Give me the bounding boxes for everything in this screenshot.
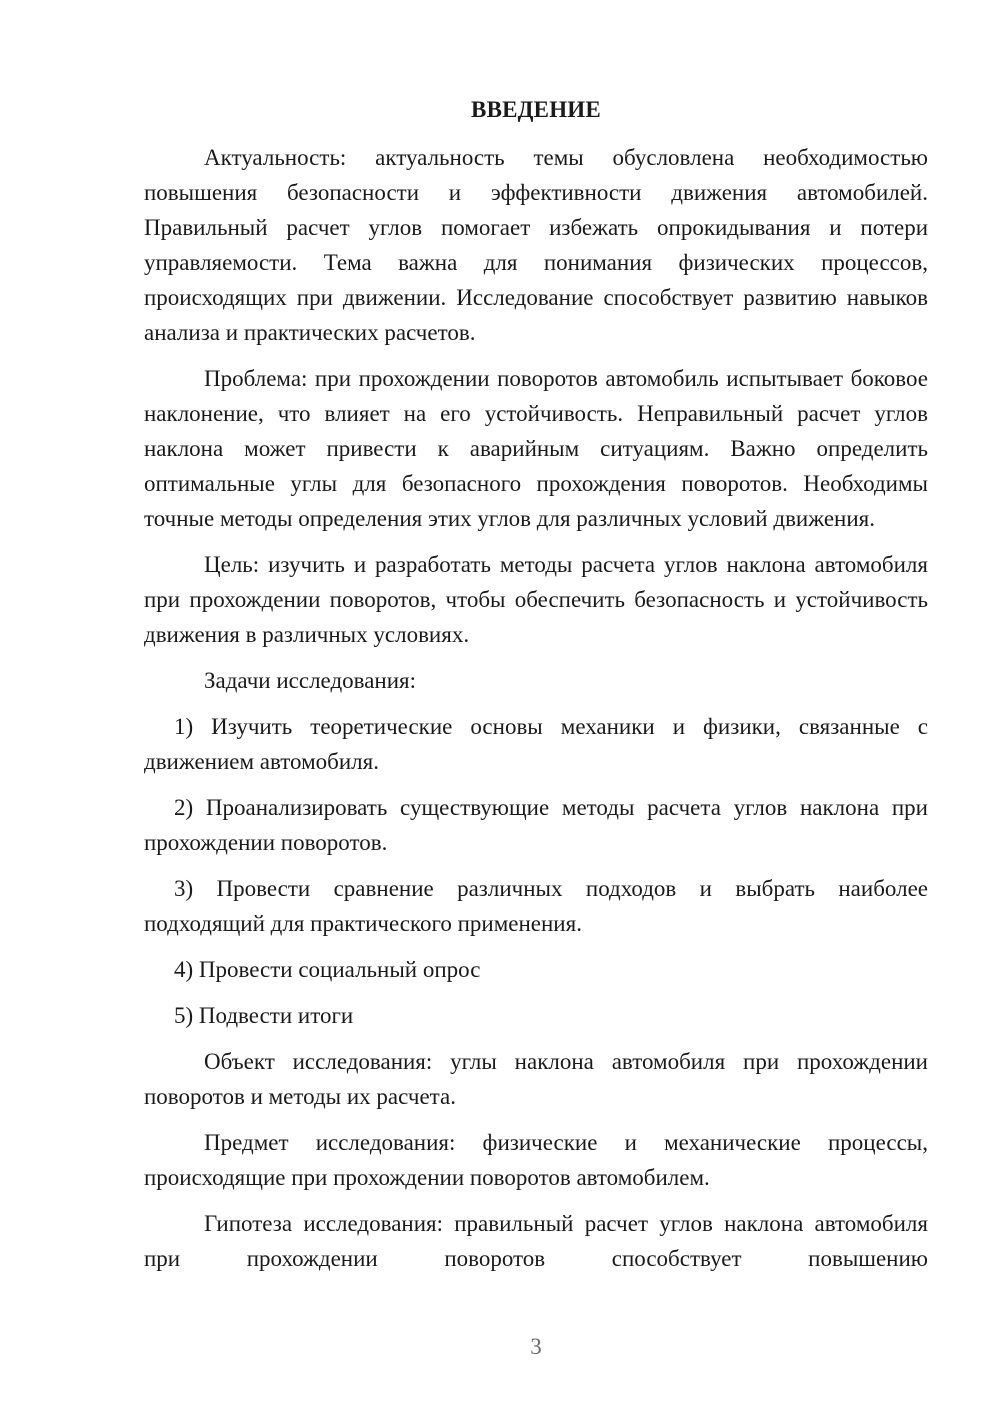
section-title: ВВЕДЕНИЕ [471, 97, 601, 122]
page-number: 3 [530, 1334, 542, 1359]
problem-paragraph: Проблема: при прохождении поворотов автомобиль испытывает боковое наклонение, что влияет на его устойчивость. Неправильный расчет углов наклона может привести к аварийным ситуациям. Важно определить оптимальные углы для безопасного прохождения поворотов. Необходимы точные методы определения этих углов для различных условий движения. [144, 366, 928, 531]
task-item-5: 5) Подвести итоги [174, 1003, 354, 1028]
goal-paragraph: Цель: изучить и разработать методы расчета углов наклона автомобиля при прохождении поворотов, чтобы обеспечить безопасность и устойчивость движения в различных условиях. [144, 552, 928, 647]
page-content [144, 92, 928, 1287]
task-item-3: 3) Провести сравнение различных подходов и выбрать наиболее подходящий для практического применения. [144, 876, 928, 936]
hypothesis-paragraph: Гипотеза исследования: правильный расчет углов наклона автомобиля при прохождении поворотов способствует повышению [144, 1211, 928, 1271]
task-item-2: 2) Проанализировать существующие методы расчета углов наклона при прохождении поворотов. [144, 795, 928, 855]
relevance-paragraph: Актуальность: актуальность темы обусловлена необходимостью повышения безопасности и эффективности движения автомобилей. Правильный расчет углов помогает избежать опрокидывания и потери управляемости. Тема важна для понимания физических процессов, происходящих при движении. Исследование способствует развитию навыков анализа и практических расчетов. [144, 145, 928, 345]
subject-paragraph: Предмет исследования: физические и механические процессы, происходящие при прохождении поворотов автомобилем. [144, 1130, 928, 1190]
object-paragraph: Объект исследования: углы наклона автомобиля при прохождении поворотов и методы их расчета. [144, 1049, 928, 1109]
tasks-heading: Задачи исследования: [204, 668, 417, 693]
task-item-1: 1) Изучить теоретические основы механики и физики, связанные с движением автомобиля. [144, 714, 928, 774]
task-item-4: 4) Провести социальный опрос [174, 957, 481, 982]
